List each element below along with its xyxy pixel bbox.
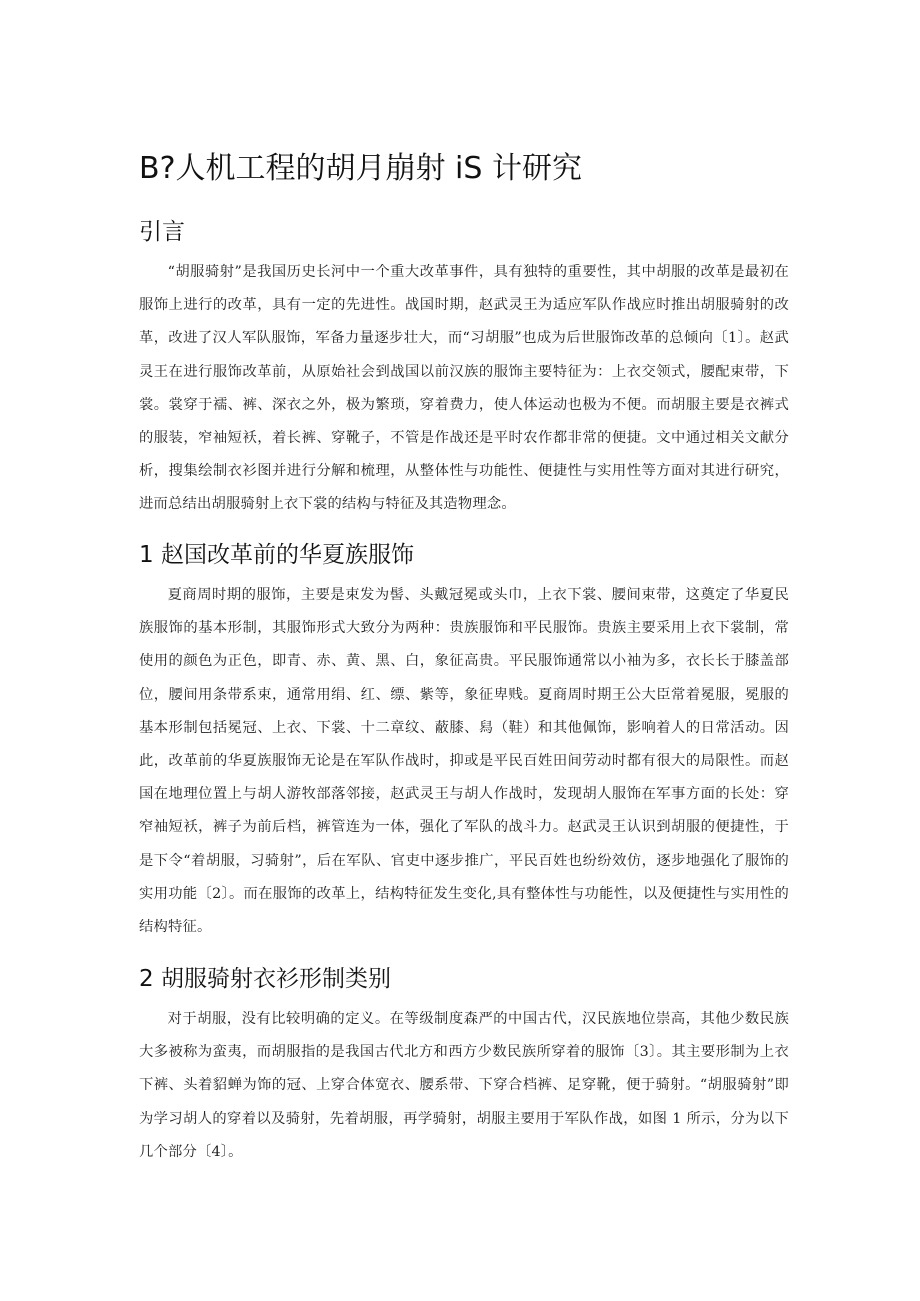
page-title: B?人机工程的胡月崩射 iS 计研究 — [139, 151, 582, 186]
paragraph-section-2: 对于胡服，没有比较明确的定义。在等级制度森严的中国古代，汉民族地位崇高，其他少数民族大多被称为蛮夷，而胡服指的是我国古代北方和西方少数民族所穿着的服饰〔3〕。其主要形制为上衣下裤、头着貂蝉为饰的冠、上穿合体宽衣、腰系带、下穿合档裤、足穿靴，便于骑射。“胡服骑射”即为学习胡人的穿着以及骑射，先着胡服，再学骑射，胡服主要用于军队作战，如图 1 所示，分为以下几个部分〔4〕。 — [139, 1011, 789, 1160]
section-heading-introduction: 引言 — [139, 219, 185, 245]
section-heading-1: 1 赵国改革前的华夏族服饰 — [139, 542, 414, 568]
paragraph-section-1: 夏商周时期的服饰，主要是束发为髻、头戴冠冕或头巾，上衣下裳、腰间束带，这奠定了华夏民族服饰的基本形制，其服饰形式大致分为两种：贵族服饰和平民服饰。贵族主要采用上衣下裳制，常使用的颜色为正色，即青、赤、黄、黑、白，象征高贵。平民服饰通常以小袖为多，衣长长于膝盖部位，腰间用条带系束，通常用绢、红、缥、紫等，象征卑贱。夏商周时期王公大臣常着冕服，冕服的基本形制包括冕冠、上衣、下裳、十二章纹、蔽膝、舄（鞋）和其他佩饰，影响着人的日常活动。因此，改革前的华夏族服饰无论是在军队作战时，抑或是平民百姓田间劳动时都有很大的局限性。而赵国在地理位置上与胡人游牧部落邻接，赵武灵王与胡人作战时，发现胡人服饰在军事方面的长处：穿窄袖短袄，裤子为前后档，裤管连为一体，强化了军队的战斗力。赵武灵王认识到胡服的便捷性，于是下令“着胡服，习骑射”，后在军队、官吏中逐步推广，平民百姓也纷纷效仿，逐步地强化了服饰的实用功能〔2〕。而在服饰的改革上，结构特征发生变化,具有整体性与功能性，以及便捷性与实用性的结构特征。 — [139, 587, 789, 936]
paragraph-introduction: “胡服骑射”是我国历史长河中一个重大改革事件，具有独特的重要性，其中胡服的改革是最初在服饰上进行的改革，具有一定的先进性。战国时期，赵武灵王为适应军队作战应时推出胡服骑射的改革，改进了汉人军队服饰，军备力量逐步壮大，而“习胡服”也成为后世服饰改革的总倾向〔1〕。赵武灵王在进行服饰改革前，从原始社会到战国以前汉族的服饰主要特征为：上衣交领式，腰配束带，下裳。裳穿于襦、裤、深衣之外，极为繁琐，穿着费力，使人体运动也极为不便。而胡服主要是衣裤式的服装，窄袖短袄，着长裤、穿靴子，不管是作战还是平时农作都非常的便捷。文中通过相关文献分析，搜集绘制衣衫图并进行分解和梳理，从整体性与功能性、便捷性与实用性等方面对其进行研究，进而总结出胡服骑射上衣下裳的结构与特征及其造物理念。 — [139, 264, 789, 513]
section-heading-2: 2 胡服骑射衣衫形制类别 — [139, 966, 391, 992]
